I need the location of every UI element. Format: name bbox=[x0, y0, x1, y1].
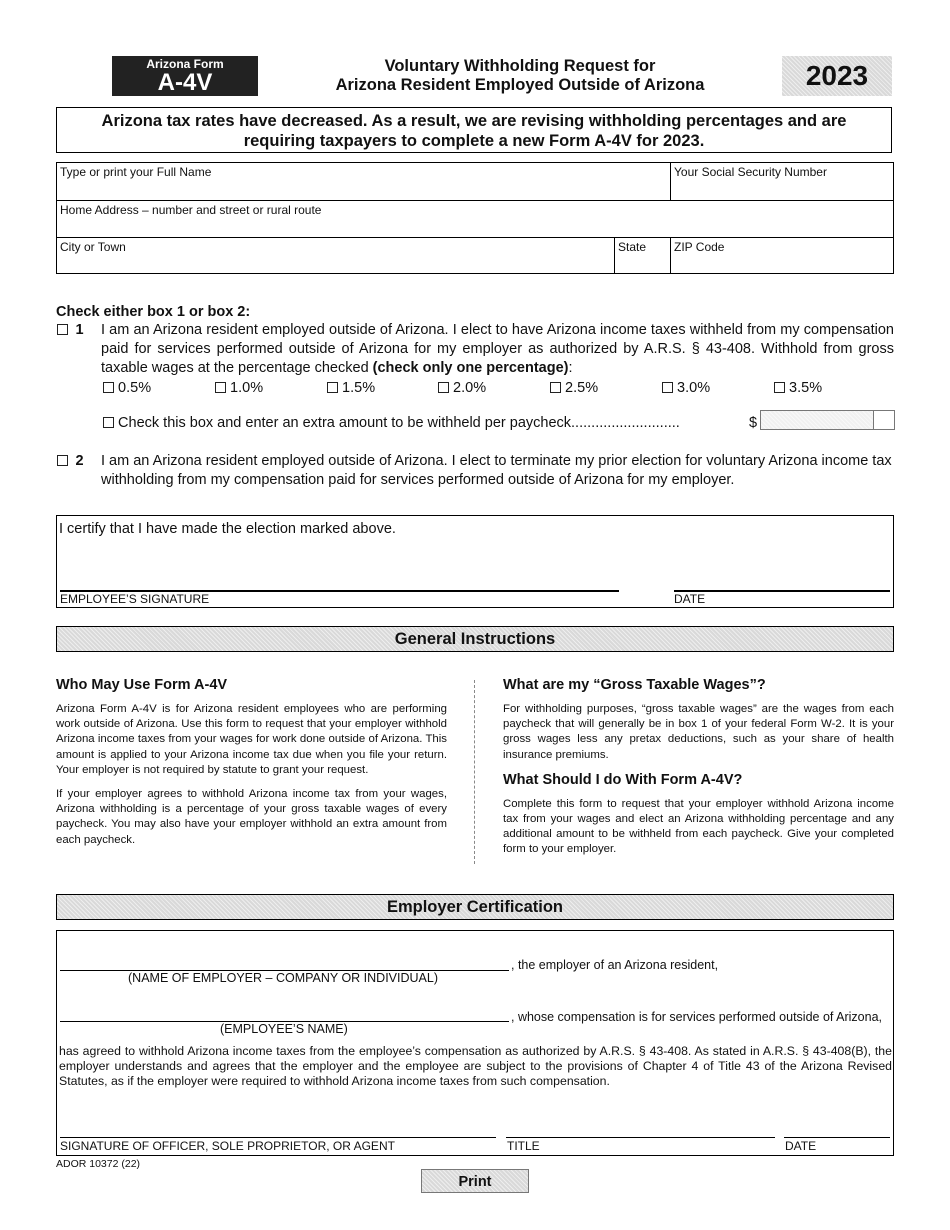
officer-signature-label: SIGNATURE OF OFFICER, SOLE PROPRIETOR, OR AGENT bbox=[60, 1139, 395, 1153]
city-label: City or Town bbox=[60, 240, 126, 254]
ssn-field[interactable] bbox=[671, 163, 893, 200]
employee-name-label: (EMPLOYEE’S NAME) bbox=[220, 1022, 348, 1036]
who-may-use-p2: If your employer agrees to withhold Arizona income tax from your wages, Arizona withholding is a percentage of your gross taxable wages of every paycheck. You may also have your employer withhold an extra amount from each paycheck. bbox=[56, 788, 447, 846]
box2-number: 2 bbox=[75, 453, 84, 469]
box2-option[interactable] bbox=[57, 452, 84, 471]
taxpayer-info-grid bbox=[56, 162, 894, 274]
pct-checkbox[interactable] bbox=[662, 382, 673, 393]
pct-option-1[interactable] bbox=[215, 379, 263, 398]
address-label: Home Address – number and street or rural route bbox=[60, 203, 322, 217]
notice-line1: Arizona tax rates have decreased. As a result, we are revising withholding percentages and are bbox=[101, 112, 847, 130]
pct-checkbox[interactable] bbox=[438, 382, 449, 393]
box1-text-main: I am an Arizona resident employed outside of Arizona. I elect to have Arizona income taxes withheld from my compensation paid for services performed outside of Arizona for my employer as authorized by A.R.S. § 43-408. Withhold from gross taxable wages at the percentage checked bbox=[101, 322, 894, 376]
employer-certification-title: Employer Certification bbox=[56, 894, 894, 920]
extra-amount-input[interactable] bbox=[760, 410, 895, 430]
general-instructions-title: General Instructions bbox=[56, 626, 894, 652]
employee-date-line[interactable] bbox=[674, 590, 890, 592]
tax-year: 2023 bbox=[782, 56, 892, 96]
city-field[interactable] bbox=[57, 238, 614, 274]
employer-certification-box bbox=[56, 930, 894, 1156]
employee-suffix: , whose compensation is for services performed outside of Arizona, bbox=[511, 1010, 883, 1024]
form-code: ADOR 10372 (22) bbox=[56, 1158, 141, 1170]
box1-text-end: : bbox=[568, 360, 573, 376]
employer-agreement-text: has agreed to withhold Arizona income taxes from the employee’s compensation as authorized by A.R.S. § 43-408. As stated in A.R.S. § 43-408(B), the employer understands and agrees that the employer and the employee are subject to the provisions of Chapter 4 of Title 43 of the Arizona Revised Statutes, as if the employer were required to withhold Arizona income taxes from such compensation. bbox=[59, 1044, 892, 1088]
what-to-do-heading: What Should I do With Form A-4V? bbox=[503, 771, 743, 788]
extra-amount-leader: ........................... bbox=[571, 415, 680, 431]
pct-label: 3.5% bbox=[789, 380, 823, 396]
certify-statement: I certify that I have made the election marked above. bbox=[59, 521, 396, 537]
officer-date-line[interactable] bbox=[784, 1137, 890, 1138]
state-field[interactable] bbox=[615, 238, 670, 274]
zip-field[interactable] bbox=[671, 238, 893, 274]
officer-signature-line[interactable] bbox=[60, 1137, 496, 1138]
box1-text bbox=[101, 321, 894, 378]
officer-title-label: TITLE bbox=[507, 1139, 540, 1153]
instructions-right-column bbox=[503, 677, 894, 867]
pct-checkbox[interactable] bbox=[327, 382, 338, 393]
who-may-use-heading: Who May Use Form A-4V bbox=[56, 677, 228, 693]
officer-title-line[interactable] bbox=[506, 1137, 775, 1138]
extra-amount-checkbox[interactable] bbox=[103, 417, 114, 428]
box2-text: I am an Arizona resident employed outside of Arizona. I elect to terminate my prior election for voluntary Arizona income tax withholding from my compensation paid for services performed outside of Arizona for my employer. bbox=[101, 453, 892, 488]
pct-option-2[interactable] bbox=[327, 379, 375, 398]
gross-wages-text: For withholding purposes, “gross taxable wages” are the wages from each paycheck that will generally be in box 1 of your federal Form W-2. It is your gross wages less any pretax deductions, such as your share of health insurance premiums. bbox=[503, 703, 894, 761]
pct-option-6[interactable] bbox=[774, 379, 822, 398]
pct-label: 0.5% bbox=[118, 380, 152, 396]
box1-text-bold: (check only one percentage) bbox=[372, 360, 569, 376]
form-number-badge bbox=[112, 56, 258, 96]
extra-amount-dollars bbox=[761, 411, 873, 429]
box1-number: 1 bbox=[75, 322, 84, 338]
employee-signature-label: EMPLOYEE’S SIGNATURE bbox=[60, 592, 210, 606]
state-label: State bbox=[618, 240, 647, 254]
zip-label: ZIP Code bbox=[674, 240, 725, 254]
ssn-label: Your Social Security Number bbox=[674, 165, 827, 179]
full-name-label: Type or print your Full Name bbox=[60, 165, 212, 179]
election-heading: Check either box 1 or box 2: bbox=[56, 304, 251, 320]
title-line2: Arizona Resident Employed Outside of Arizona bbox=[335, 76, 705, 94]
certification-box bbox=[56, 515, 894, 608]
gross-wages-heading: What are my “Gross Taxable Wages”? bbox=[503, 677, 766, 693]
pct-checkbox[interactable] bbox=[215, 382, 226, 393]
pct-option-4[interactable] bbox=[550, 379, 598, 398]
pct-label: 2.0% bbox=[453, 380, 487, 396]
full-name-field[interactable] bbox=[57, 163, 670, 200]
cents-divider bbox=[873, 411, 874, 429]
box1-checkbox[interactable] bbox=[57, 324, 68, 335]
pct-label: 3.0% bbox=[677, 380, 711, 396]
dollar-sign: $ bbox=[749, 415, 758, 431]
pct-label: 2.5% bbox=[565, 380, 599, 396]
form-number: A-4V bbox=[157, 69, 213, 96]
print-button[interactable]: Print bbox=[421, 1169, 529, 1193]
pct-option-3[interactable] bbox=[438, 379, 486, 398]
pct-option-0[interactable] bbox=[103, 379, 151, 398]
pct-checkbox[interactable] bbox=[550, 382, 561, 393]
form-label: Arizona Form bbox=[146, 57, 224, 71]
notice-line2: requiring taxpayers to complete a new Form A-4V for 2023. bbox=[243, 132, 705, 150]
who-may-use-p1: Arizona Form A-4V is for Arizona resident employees who are performing work outside of Arizona. Use this form to request that your employer withhold Arizona income taxes from your wages for work done outside of Arizona. This amount is applied to your Arizona income tax due when you file your return. Your employer is not required by statute to grant your request. bbox=[56, 703, 447, 776]
instructions-left-column bbox=[56, 677, 447, 857]
officer-date-label: DATE bbox=[785, 1139, 817, 1153]
pct-option-5[interactable] bbox=[662, 379, 710, 398]
pct-label: 1.5% bbox=[342, 380, 376, 396]
pct-label: 1.0% bbox=[230, 380, 264, 396]
pct-checkbox[interactable] bbox=[103, 382, 114, 393]
employer-suffix: , the employer of an Arizona resident, bbox=[511, 958, 719, 972]
column-divider bbox=[474, 680, 475, 864]
address-field[interactable] bbox=[57, 201, 893, 237]
what-to-do-text: Complete this form to request that your employer withhold Arizona income tax from your wages and elect an Arizona withholding percentage and any additional amount to be withheld from each paycheck. Give your completed form to your employer. bbox=[503, 797, 894, 856]
employer-name-label: (NAME OF EMPLOYER – COMPANY OR INDIVIDUAL) bbox=[128, 971, 439, 985]
extra-amount-label: Check this box and enter an extra amount to be withheld per paycheck bbox=[118, 415, 572, 431]
rate-notice bbox=[56, 107, 892, 153]
pct-checkbox[interactable] bbox=[774, 382, 785, 393]
box2-checkbox[interactable] bbox=[57, 455, 68, 466]
box1-option[interactable] bbox=[57, 321, 84, 340]
extra-amount-option[interactable] bbox=[103, 414, 680, 433]
title-line1: Voluntary Withholding Request for bbox=[384, 57, 656, 75]
form-title bbox=[300, 57, 740, 95]
employee-date-label: DATE bbox=[674, 592, 706, 606]
